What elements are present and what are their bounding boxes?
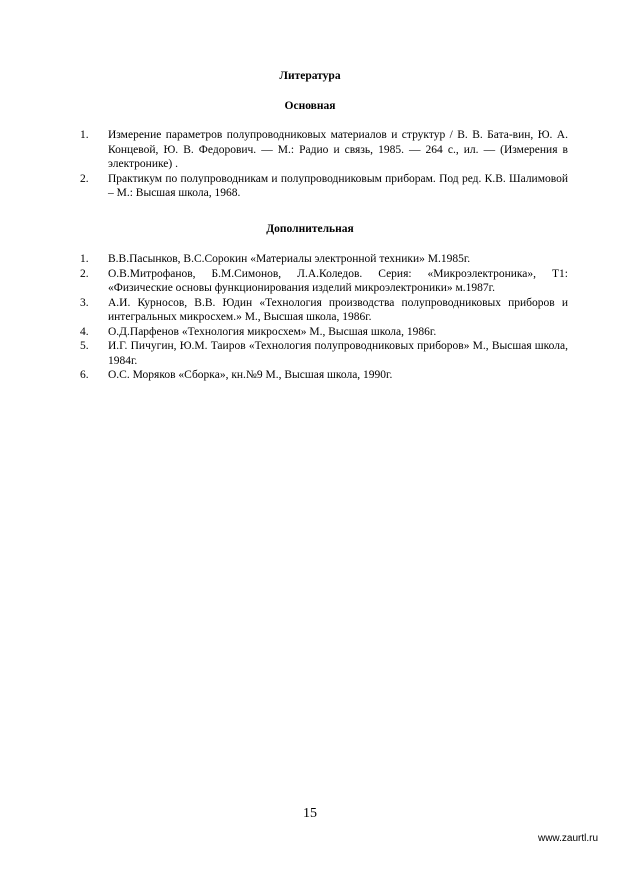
reference-number: 3. [80,296,89,309]
reference-item [80,296,568,325]
reference-item [80,339,568,368]
reference-text: О.В.Митрофанов, Б.М.Симонов, Л.А.Коледов. Серия: «Микроэлектроника», Т1: «Физические основы функционирования изделий микроэлектроники» м.1987г. [108,267,568,294]
reference-text: О.С. Моряков «Сборка», кн.№9 М., Высшая школа, 1990г. [108,369,393,381]
reference-text: И.Г. Пичугин, Ю.М. Таиров «Технология полупроводниковых приборов» М., Высшая школа, 1984г. [108,340,568,367]
reference-item [80,128,568,172]
reference-text: Измерение параметров полупроводниковых материалов и структур / В. В. Бата-вин, Ю. А. Концевой, Ю. В. Федорович. — М.: Радио и связь, 1985. — 264 с., ил. — (Измерения в электронике) . [108,129,568,170]
reference-item [80,368,568,383]
page-title: Литература [279,70,341,82]
reference-item [80,325,568,340]
reference-number: 1. [80,129,89,141]
page-number: 15 [303,806,317,821]
reference-text: А.И. Курносов, В.В. Юдин «Технология производства полупроводниковых приборов и интегральных микросхем.» М., Высшая школа, 1986г. [108,296,568,323]
watermark-url: www.zaurtl.ru [537,833,598,844]
reference-number: 5. [80,340,89,352]
reference-item [80,267,568,296]
reference-item [80,252,568,267]
extra-reference-list [80,252,568,383]
reference-number: 2. [80,172,89,185]
main-section-heading: Основная [284,100,336,112]
reference-number: 1. [80,253,89,265]
reference-text: Практикум по полупроводникам и полупроводниковым приборам. Под ред. К.В. Шалимовой – М.: Высшая школа, 1968. [108,172,568,199]
reference-number: 4. [80,325,89,338]
main-reference-list [80,128,568,201]
reference-text: О.Д.Парфенов «Технология микросхем» М., Высшая школа, 1986г. [108,325,437,338]
reference-number: 2. [80,267,89,280]
reference-text: В.В.Пасынков, В.С.Сорокин «Материалы электронной техники» М.1985г. [108,253,471,265]
reference-number: 6. [80,369,89,381]
reference-item [80,172,568,201]
extra-section-heading: Дополнительная [266,223,354,235]
